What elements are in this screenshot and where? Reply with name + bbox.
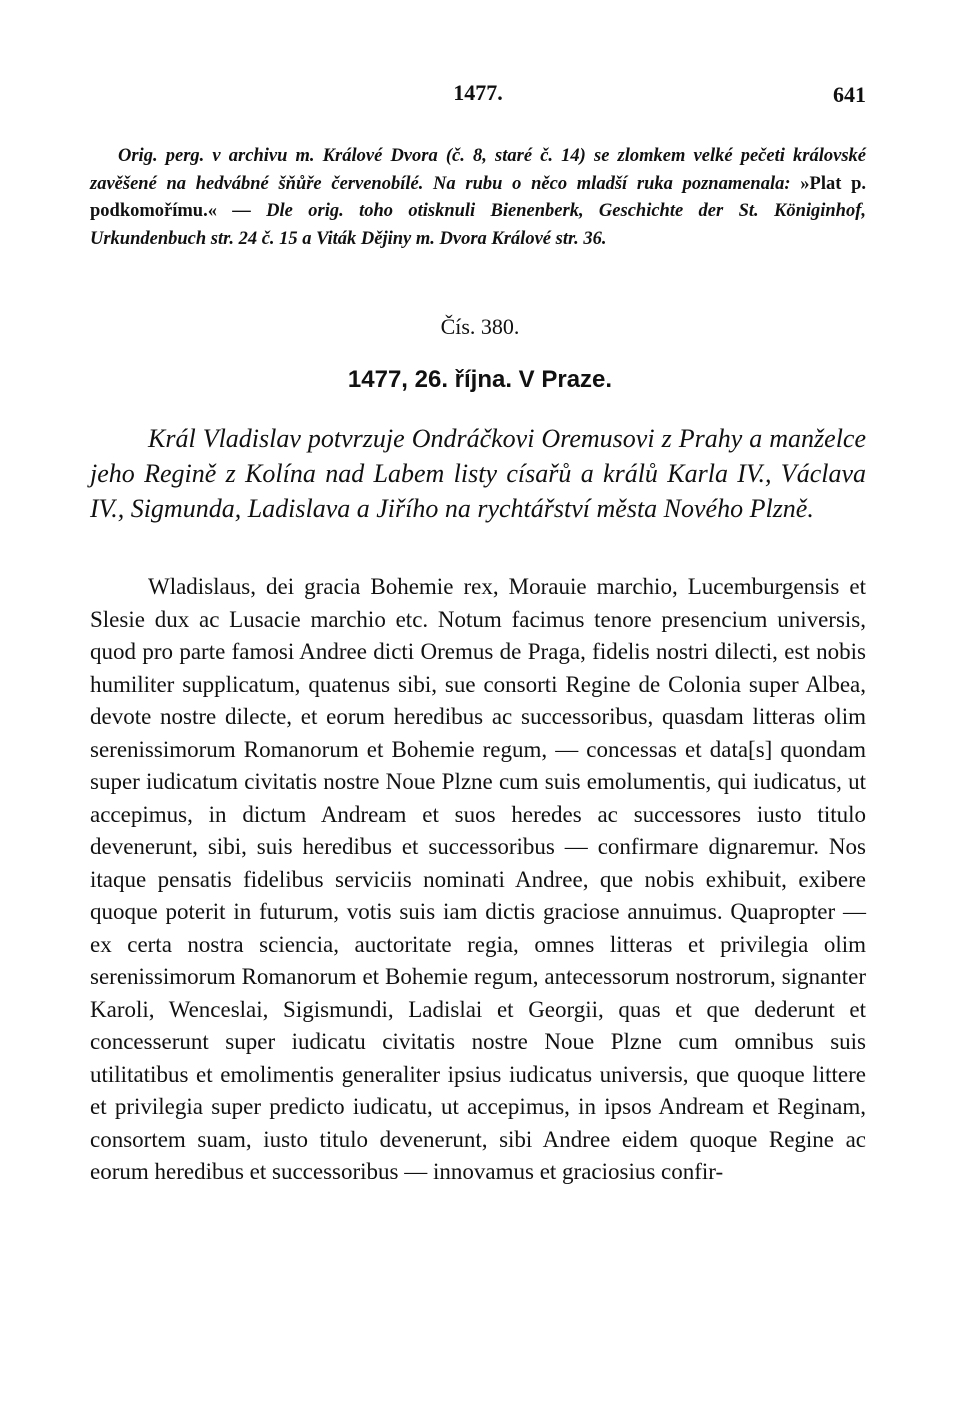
source-note-edition: — Dle orig. toho otisknuli Bienenberk, Geschichte der St. Königinhof, Urkundenbuch str. 24 č. 15 a Viták Dějiny m. Dvora Králové str. 36.: [90, 201, 866, 249]
page-header: [90, 80, 866, 116]
running-head-year: 1477.: [453, 80, 503, 105]
document-date-place: 1477, 26. října. V Praze.: [347, 366, 613, 393]
source-note-text: Orig. perg. v archivu m. Králové Dvora (č. 8, staré č. 14) se zlomkem velké pečeti královské zavěšené na hedvábné šňůře červenobílé. Na rubu o něco mladší ruka poznamenala:: [90, 146, 866, 194]
source-note: [90, 143, 866, 253]
page-number: 641: [833, 82, 866, 107]
regest-summary: Král Vladislav potvrzuje Ondráčkovi Oremusovi z Prahy a manželce jeho Regině z Kolína nad Labem listy císařů a králů Karla IV., Václava IV., Sigmunda, Ladislava a Jiřího na rychtářství města Nového Plzně.: [90, 424, 866, 523]
document-number: Čís. 380.: [440, 314, 520, 339]
dorsal-annotation-quote: »Plat p. podkomořímu.«: [90, 173, 867, 221]
charter-text: Wladislaus, dei gracia Bohemie rex, Morauie marchio, Lucemburgensis et Slesie dux ac Lusacie marchio etc. Notum facimus tenore presencium universis, quod pro parte famosi Andree dicti Oremus de Praga, fidelis nostri dilecti, est nobis humiliter supplicatum, quatenus sibi, sue consorti Regine de Colonia super Albea, devote nostre dilecte, et eorum heredibus ac successoribus, quasdam litteras olim serenissimorum Romanorum et Bohemie regum, — concessas et data[s] quondam super iudicatum civitatis nostre Noue Plzne cum suis emolumentis, qui iudicatus, ut accepimus, in dictum Andream et suos heredes ac successores iusto titulo devenerunt, sibi, suis heredibus et successoribus — confirmare dignaremur. Nos itaque pensatis fidelibus serviciis nominati Andree, que nobis exhibuit, exibere quoque poterit in futurum, votis suis iam dictis graciose annuimus. Quapropter — ex certa nostra sciencia, auctoritate regia, omnes litteras et privilegia olim serenissimorum Romanorum et Bohemie regum, antecessorum nostrorum, signanter Karoli, Wenceslai, Sigismundi, Ladislai et Georgii, quas et que dederunt et concesserunt super iudicatu civitatis nostre Noue Plzne cum omnibus suis utilitatibus et emolimentis generaliter ipsius iudicatus universis, que quoque littere et privilegia super predicto iudicatu, ut accepimus, in ipsos Andream et Reginam, consortem suam, iusto titulo devenerunt, sibi Andree eidem quoque Regine ac eorum heredibus et successoribus — innovamus et graciosius confir-: [90, 574, 866, 1184]
